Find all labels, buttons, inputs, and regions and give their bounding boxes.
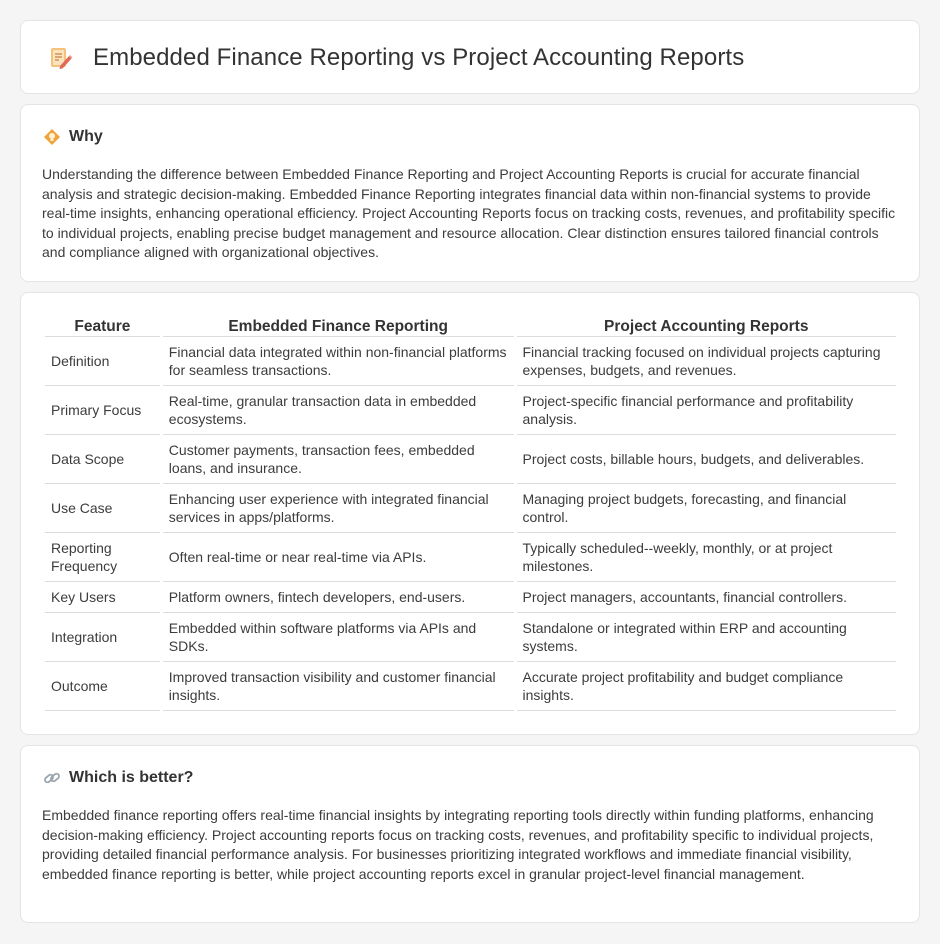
table-row: [45, 582, 896, 613]
embedded-cell: Often real-time or near real-time via APIs.: [163, 533, 514, 582]
comparison-table-card: [20, 292, 920, 735]
project-cell: Project-specific financial performance and profitability analysis.: [517, 386, 897, 435]
why-body: Understanding the difference between Embedded Finance Reporting and Project Accounting Reports is crucial for accurate financial analysis and strategic decision-making. Embedded Finance Reporting integrates financial data within non-financial systems to provide real-time insights, enhancing operational efficiency. Project Accounting Reports focus on tracking costs, revenues, and profitability specific to individual projects, enabling precise budget management and resource allocation. Clear distinction ensures tailored financial controls and compliance aligned with organizational objectives.: [42, 166, 896, 261]
feature-cell: Integration: [45, 613, 160, 662]
embedded-cell: Real-time, granular transaction data in embedded ecosystems.: [163, 386, 514, 435]
table-row: [45, 386, 896, 435]
embedded-cell: Platform owners, fintech developers, end-users.: [163, 582, 514, 613]
feature-cell: Reporting Frequency: [45, 533, 160, 582]
bulb-diamond-icon: [43, 128, 61, 146]
page-title: Embedded Finance Reporting vs Project Accounting Reports: [93, 44, 745, 71]
embedded-cell: Enhancing user experience with integrated financial services in apps/platforms.: [163, 484, 514, 533]
feature-cell: Data Scope: [45, 435, 160, 484]
embedded-cell: Embedded within software platforms via APIs and SDKs.: [163, 613, 514, 662]
why-section: [20, 104, 920, 282]
comparison-table: [42, 315, 899, 711]
feature-cell: Use Case: [45, 484, 160, 533]
table-row: [45, 337, 896, 386]
feature-cell: Primary Focus: [45, 386, 160, 435]
header-project: Project Accounting Reports: [517, 315, 897, 337]
table-header-row: [45, 315, 896, 337]
title-card: [20, 20, 920, 94]
table-row: [45, 662, 896, 711]
better-body: Embedded finance reporting offers real-time financial insights by integrating reporting tools directly within funding platforms, enhancing decision-making efficiency. Project accounting reports focus on tracking costs, revenues, and profitability specific to individual projects, providing detailed financial performance analysis. For businesses prioritizing integrated workflows and immediate financial visibility, embedded finance reporting is better, while project accounting reports excel in granular project-level financial management.: [42, 807, 874, 882]
table-row: [45, 533, 896, 582]
document-edit-icon: [47, 45, 73, 71]
project-cell: Managing project budgets, forecasting, and financial control.: [517, 484, 897, 533]
project-cell: Standalone or integrated within ERP and accounting systems.: [517, 613, 897, 662]
embedded-cell: Improved transaction visibility and customer financial insights.: [163, 662, 514, 711]
feature-cell: Key Users: [45, 582, 160, 613]
why-title: Why: [69, 128, 103, 145]
table-row: [45, 484, 896, 533]
link-icon: [43, 769, 61, 787]
header-feature: Feature: [45, 315, 160, 337]
feature-cell: Outcome: [45, 662, 160, 711]
header-embedded: Embedded Finance Reporting: [163, 315, 514, 337]
project-cell: Financial tracking focused on individual projects capturing expenses, budgets, and revenues.: [517, 337, 897, 386]
embedded-cell: Financial data integrated within non-financial platforms for seamless transactions.: [163, 337, 514, 386]
table-row: [45, 435, 896, 484]
project-cell: Project managers, accountants, financial controllers.: [517, 582, 897, 613]
project-cell: Typically scheduled--weekly, monthly, or at project milestones.: [517, 533, 897, 582]
embedded-cell: Customer payments, transaction fees, embedded loans, and insurance.: [163, 435, 514, 484]
project-cell: Accurate project profitability and budget compliance insights.: [517, 662, 897, 711]
feature-cell: Definition: [45, 337, 160, 386]
better-title: Which is better?: [69, 769, 194, 786]
which-is-better-section: [20, 745, 920, 923]
project-cell: Project costs, billable hours, budgets, and deliverables.: [517, 435, 897, 484]
table-row: [45, 613, 896, 662]
